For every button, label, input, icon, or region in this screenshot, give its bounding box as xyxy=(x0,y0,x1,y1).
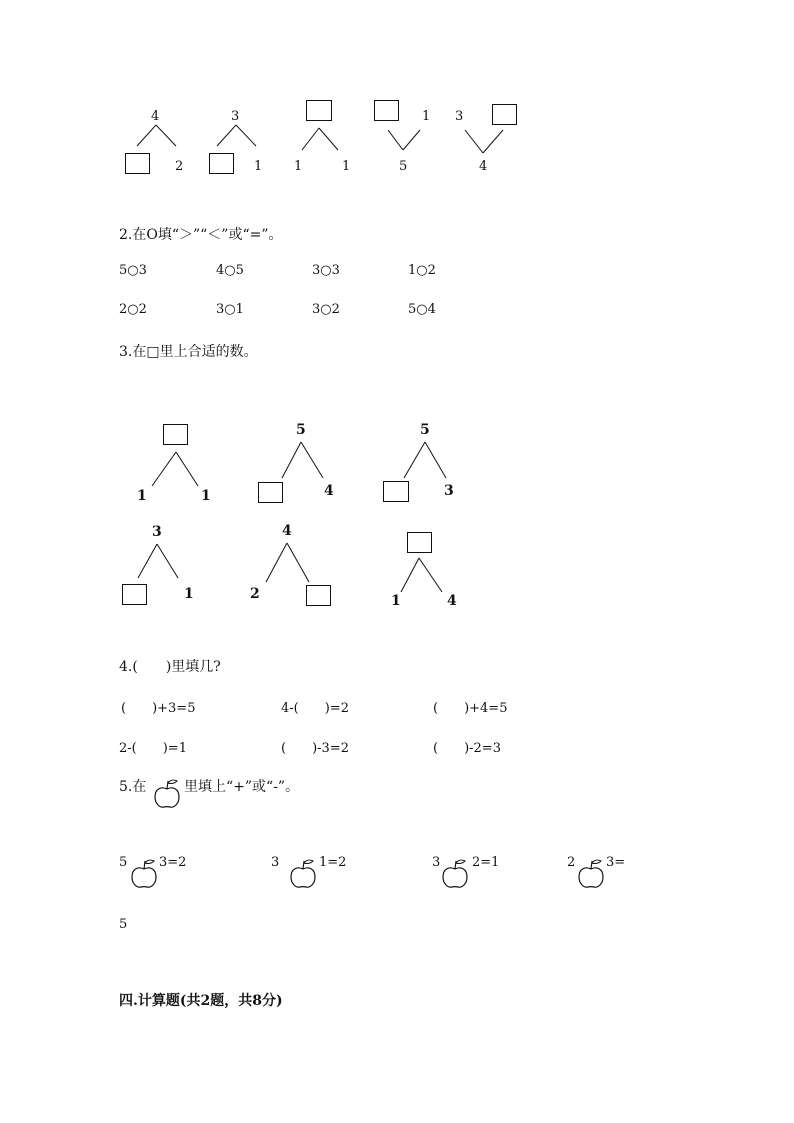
op-right: 1=2 xyxy=(319,855,347,870)
fill-equation: ( )+4=5 xyxy=(433,701,508,716)
tree5-right-answer-box[interactable] xyxy=(492,104,517,125)
tree3-top-answer-box[interactable] xyxy=(306,100,332,121)
s3-tree1-right: 1 xyxy=(201,488,211,504)
compare-item: 5○4 xyxy=(408,302,436,317)
op-left: 3 xyxy=(271,855,280,870)
op-right: 3=2 xyxy=(159,855,187,870)
tree5-top-left: 3 xyxy=(455,109,464,124)
tree3-right: 1 xyxy=(342,159,351,174)
s3-tree1-top-answer-box[interactable] xyxy=(163,424,188,445)
compare-item: 3○1 xyxy=(216,302,244,317)
fill-equation: ( )+3=5 xyxy=(121,701,196,716)
op-left: 5 xyxy=(119,855,128,870)
compare-item: 4○5 xyxy=(216,263,244,278)
compare-item: 1○2 xyxy=(408,263,436,278)
s3-tree2-right: 4 xyxy=(324,483,334,499)
s3-tree6-top-answer-box[interactable] xyxy=(407,532,432,553)
s3-tree6-left: 1 xyxy=(391,593,401,609)
apple-icon[interactable] xyxy=(441,857,469,889)
compare-item: 3○3 xyxy=(312,263,340,278)
compare-item: 5○3 xyxy=(119,263,147,278)
section2-title: 2.在O填“＞”“＜”或“=”。 xyxy=(119,227,283,243)
tree1-top: 4 xyxy=(151,109,160,124)
s3-tree3-right: 3 xyxy=(444,483,454,499)
s3-tree3-left-answer-box[interactable] xyxy=(383,481,409,502)
tree2-left-answer-box[interactable] xyxy=(209,153,234,174)
fill-equation: ( )-2=3 xyxy=(433,741,501,756)
op-right: 2=1 xyxy=(472,855,500,870)
apple-icon xyxy=(153,777,181,809)
fill-equation: 4-( )=2 xyxy=(281,701,349,716)
section5-title-before: 5.在 xyxy=(119,779,147,795)
s3-tree6-right: 4 xyxy=(447,593,457,609)
apple-icon[interactable] xyxy=(289,857,317,889)
tree2-top: 3 xyxy=(231,109,240,124)
section4-title: 4.( )里填几? xyxy=(119,659,221,675)
s3-tree5-top: 4 xyxy=(282,523,292,539)
fill-equation: ( )-3=2 xyxy=(281,741,349,756)
op-left: 3 xyxy=(432,855,441,870)
tree2-right: 1 xyxy=(254,159,263,174)
tree4-bottom: 5 xyxy=(399,159,408,174)
calc-section-heading: 四.计算题(共2题，共8分) xyxy=(119,993,283,1009)
s3-tree2-left-answer-box[interactable] xyxy=(258,482,283,503)
op-left: 2 xyxy=(567,855,576,870)
fill-equation: 2-( )=1 xyxy=(119,741,187,756)
s3-tree1-left: 1 xyxy=(137,488,147,504)
section3-title: 3.在□里上合适的数。 xyxy=(119,344,258,360)
s3-tree5-right-answer-box[interactable] xyxy=(306,585,331,606)
apple-icon[interactable] xyxy=(577,857,605,889)
section5-title-after: 里填上“+”或“-”。 xyxy=(184,779,300,795)
tree1-left-answer-box[interactable] xyxy=(125,153,150,174)
s3-tree5-left: 2 xyxy=(250,586,260,602)
apple-icon[interactable] xyxy=(130,857,158,889)
tree4-left-answer-box[interactable] xyxy=(374,100,399,121)
tree5-bottom: 4 xyxy=(479,159,488,174)
compare-item: 3○2 xyxy=(312,302,340,317)
s3-tree4-top: 3 xyxy=(152,524,162,540)
tree3-left: 1 xyxy=(294,159,303,174)
op-wrap-result: 5 xyxy=(119,917,128,932)
s3-tree3-top: 5 xyxy=(420,422,430,438)
tree4-top-right: 1 xyxy=(422,109,431,124)
op-right: 3= xyxy=(606,855,626,870)
compare-item: 2○2 xyxy=(119,302,147,317)
s3-tree4-left-answer-box[interactable] xyxy=(122,584,147,605)
s3-tree4-right: 1 xyxy=(184,586,194,602)
tree1-right: 2 xyxy=(175,159,184,174)
s3-tree2-top: 5 xyxy=(296,422,306,438)
